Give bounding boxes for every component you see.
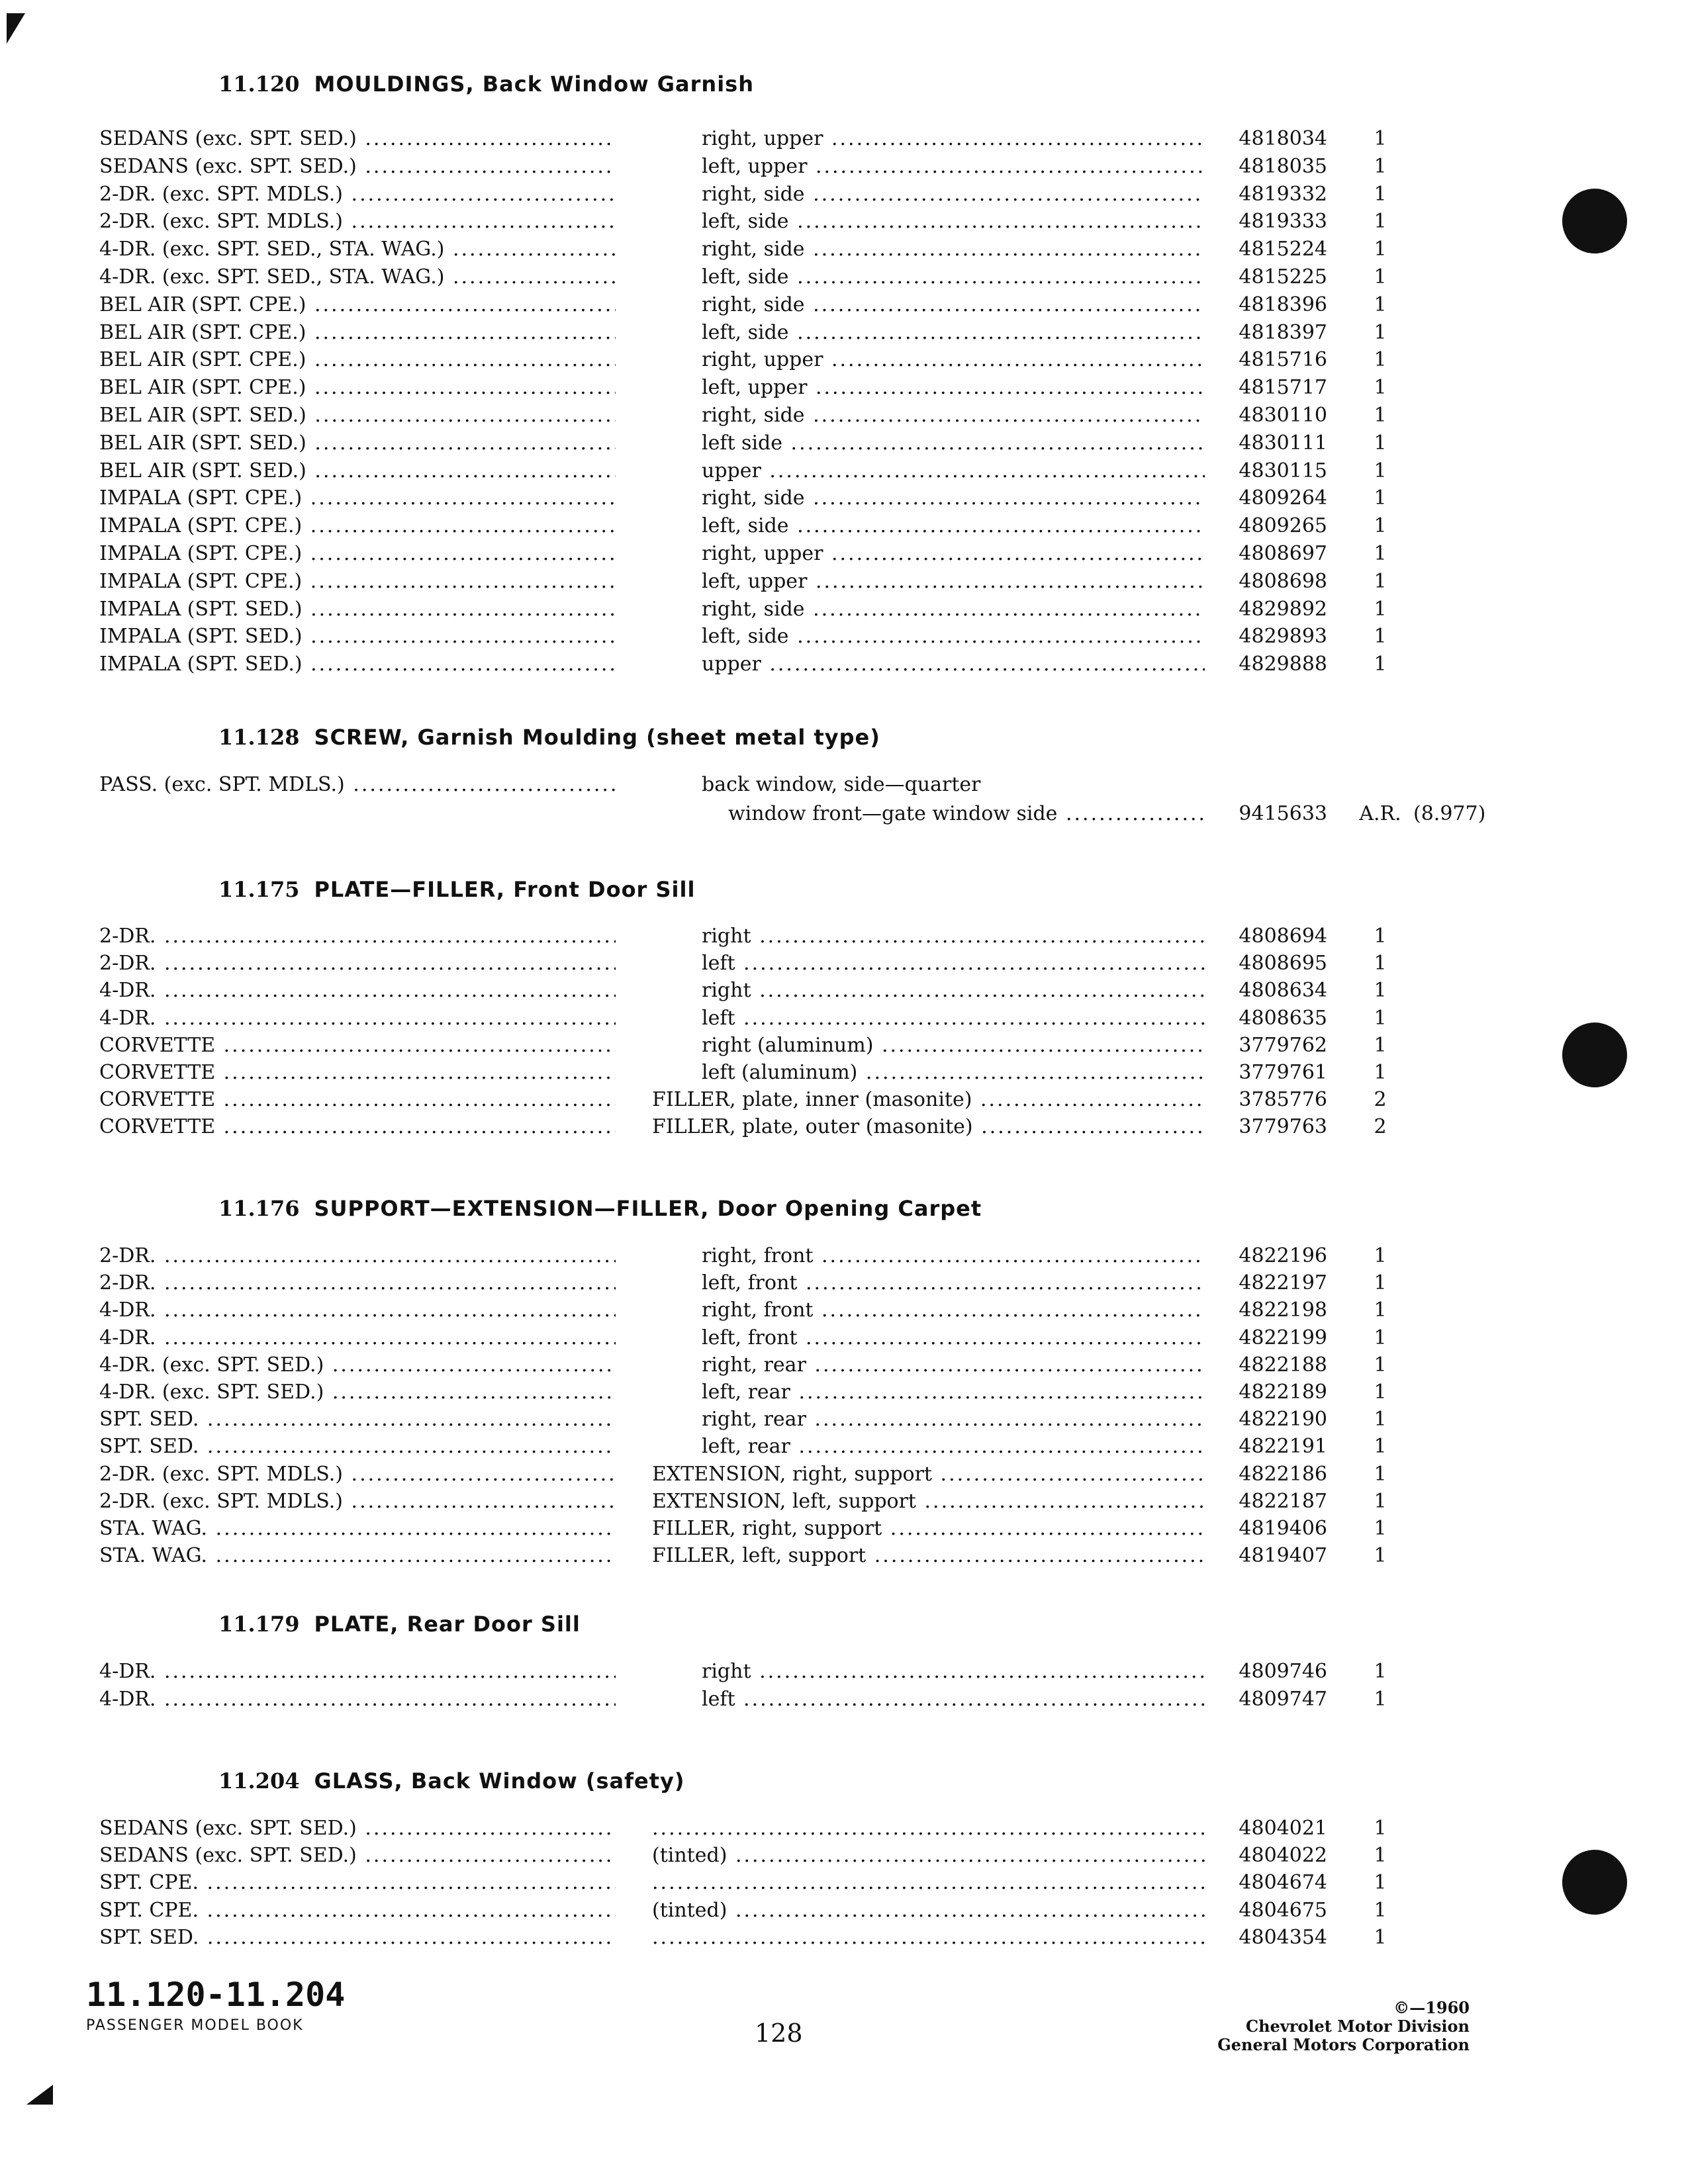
quantity: 1: [1374, 431, 1387, 455]
model-cell: BEL AIR (SPT. CPE.) .....: [99, 376, 616, 399]
parts-row: [0, 127, 1688, 155]
model-cell: IMPALA (SPT. CPE.) .....: [99, 542, 616, 565]
parts-row: [0, 1517, 1688, 1545]
model-cell: BEL AIR (SPT. SED.) .....: [99, 459, 616, 482]
quantity: 1: [1374, 1687, 1387, 1711]
description-cell: right, upper .....: [702, 348, 1205, 371]
parts-row: [0, 570, 1688, 598]
quantity: 1: [1374, 625, 1387, 649]
parts-row: [0, 293, 1688, 321]
quantity: 1: [1374, 486, 1387, 510]
description-cell: right, rear .....: [702, 1408, 1205, 1431]
quantity: 1: [1374, 1271, 1387, 1295]
description-cell: back window, side—quarter: [702, 773, 981, 796]
description-cell: right, side .....: [702, 404, 1205, 427]
parts-row: [0, 1435, 1688, 1463]
quantity: 1: [1374, 1660, 1387, 1683]
model-cell: 4-DR. (exc. SPT. SED.) .....: [99, 1353, 616, 1377]
quantity: 1: [1374, 1462, 1387, 1486]
description-cell: right, front .....: [702, 1244, 1205, 1267]
section-title: SUPPORT—EXTENSION—FILLER, Door Opening Carpet: [314, 1196, 982, 1221]
corner-mark-bottom: [26, 2085, 53, 2105]
part-number: 4829888: [1239, 653, 1327, 676]
parts-row: [0, 1088, 1688, 1116]
quantity: 1: [1374, 952, 1387, 976]
quantity: 1: [1374, 1244, 1387, 1267]
model-cell: IMPALA (SPT. CPE.) .....: [99, 514, 616, 537]
parts-row: [0, 514, 1688, 542]
description-cell: right, side .....: [702, 238, 1205, 261]
quantity: 1: [1374, 1061, 1387, 1084]
description-cell: FILLER, right, support .....: [652, 1517, 1205, 1540]
parts-row: [0, 1926, 1688, 1954]
quantity: 1: [1374, 514, 1387, 538]
description-cell: left, front .....: [702, 1326, 1205, 1349]
part-number: 4808698: [1239, 569, 1327, 593]
parts-row: [0, 925, 1688, 952]
model-cell: SEDANS (exc. SPT. SED.) .....: [99, 1844, 616, 1867]
description-cell: left, side .....: [702, 514, 1205, 537]
description-cell: left .....: [702, 1007, 1205, 1030]
corner-mark-top: [7, 13, 25, 44]
part-number: 4809264: [1239, 486, 1327, 510]
description-cell: left, rear .....: [702, 1435, 1205, 1458]
section-number: 11.175: [218, 877, 300, 902]
parts-row: [0, 486, 1688, 514]
section-heading: [218, 877, 695, 902]
quantity: 1: [1374, 348, 1387, 372]
parts-row: [0, 321, 1688, 349]
description-cell: right .....: [702, 925, 1205, 948]
part-number: 3779763: [1239, 1115, 1327, 1139]
section-number: 11.176: [218, 1196, 300, 1221]
quantity: 1: [1374, 597, 1387, 621]
cross-reference: (8.977): [1413, 802, 1486, 825]
description-cell: right (aluminum) .....: [702, 1034, 1205, 1057]
description-cell: right, side .....: [702, 598, 1205, 621]
parts-row: [0, 1490, 1688, 1518]
part-number: 4822187: [1239, 1489, 1327, 1513]
parts-row: [0, 1660, 1688, 1688]
part-number: 4808635: [1239, 1006, 1327, 1030]
parts-row: [0, 376, 1688, 404]
parts-row: [0, 542, 1688, 570]
section-title: SCREW, Garnish Moulding (sheet metal type): [314, 725, 880, 750]
model-cell: 2-DR. .....: [99, 925, 616, 948]
section-number: 11.179: [218, 1612, 300, 1637]
part-number: 4815716: [1239, 348, 1327, 372]
quantity: 1: [1374, 542, 1387, 565]
quantity: 1: [1374, 265, 1387, 289]
quantity: 1: [1374, 1898, 1387, 1922]
description-cell: right, rear .....: [702, 1353, 1205, 1377]
description-cell: right .....: [702, 1660, 1205, 1683]
parts-row: [0, 348, 1688, 376]
description-cell: FILLER, plate, inner (masonite) .....: [652, 1088, 1205, 1111]
parts-row: [0, 1353, 1688, 1381]
parts-row: [0, 598, 1688, 625]
quantity: 1: [1374, 979, 1387, 1003]
part-number: 4819332: [1239, 182, 1327, 206]
description-cell: right, side .....: [702, 293, 1205, 316]
part-number: 4822196: [1239, 1244, 1327, 1267]
description-cell: left .....: [702, 1688, 1205, 1711]
section-heading: [218, 71, 754, 97]
part-number: 4818034: [1239, 127, 1327, 150]
part-number: 4822186: [1239, 1462, 1327, 1486]
part-number: 4822198: [1239, 1298, 1327, 1322]
part-number: 3779762: [1239, 1033, 1327, 1057]
part-number: 4815717: [1239, 376, 1327, 400]
model-cell: IMPALA (SPT. SED.) .....: [99, 653, 616, 676]
section-number: 11.120: [218, 71, 300, 97]
page-number: 128: [755, 2019, 803, 2048]
model-cell: BEL AIR (SPT. CPE.) .....: [99, 293, 616, 316]
part-number: 4822189: [1239, 1381, 1327, 1404]
part-number: 4808634: [1239, 979, 1327, 1003]
model-cell: STA. WAG. .....: [99, 1517, 616, 1540]
part-number: 4808694: [1239, 925, 1327, 948]
description-cell: left, upper .....: [702, 155, 1205, 178]
quantity: 1: [1374, 1353, 1387, 1377]
part-number: 4822188: [1239, 1353, 1327, 1377]
parts-row: [0, 1115, 1688, 1143]
description-cell: [652, 1871, 1205, 1894]
quantity: 1: [1374, 1871, 1387, 1895]
part-number: 4804022: [1239, 1844, 1327, 1868]
description-cell: left, side .....: [702, 625, 1205, 648]
part-number: 4829892: [1239, 597, 1327, 621]
parts-row: [0, 1271, 1688, 1299]
parts-row: [0, 238, 1688, 265]
model-cell: 4-DR. .....: [99, 1688, 616, 1711]
parts-row: [0, 265, 1688, 293]
description-continuation: window front—gate window side .....: [728, 802, 1205, 825]
part-number: 4830110: [1239, 404, 1327, 427]
section-number: 11.204: [218, 1768, 300, 1794]
quantity: A.R.: [1359, 802, 1401, 825]
parts-row: [0, 1871, 1688, 1899]
model-cell: 2-DR. .....: [99, 952, 616, 975]
parts-row: [0, 773, 1688, 825]
quantity: 1: [1374, 1298, 1387, 1322]
model-cell: SPT. SED. .....: [99, 1926, 616, 1949]
section-heading: [218, 1768, 685, 1794]
quantity: 1: [1374, 1817, 1387, 1840]
parts-row: [0, 1899, 1688, 1927]
part-number: 4830111: [1239, 431, 1327, 455]
part-number: 4809265: [1239, 514, 1327, 538]
model-cell: 2-DR. .....: [99, 1271, 616, 1295]
model-cell: 4-DR. .....: [99, 1298, 616, 1322]
page-range: 11.120-11.204: [86, 1976, 346, 2014]
part-number: 9415633: [1239, 802, 1327, 825]
parts-row: [0, 183, 1688, 210]
model-cell: SPT. SED. .....: [99, 1408, 616, 1431]
description-cell: left, side .....: [702, 210, 1205, 233]
description-cell: left, side .....: [702, 321, 1205, 344]
quantity: 1: [1374, 182, 1387, 206]
model-cell: 4-DR. .....: [99, 979, 616, 1002]
quantity: 1: [1374, 1489, 1387, 1513]
quantity: 1: [1374, 1326, 1387, 1349]
part-number: 4822190: [1239, 1408, 1327, 1432]
quantity: 1: [1374, 210, 1387, 234]
part-number: 4829893: [1239, 625, 1327, 649]
parts-row: [0, 1244, 1688, 1272]
model-cell: 2-DR. (exc. SPT. MDLS.) .....: [99, 1490, 616, 1513]
section-title: MOULDINGS, Back Window Garnish: [314, 71, 754, 97]
model-cell: 2-DR. (exc. SPT. MDLS.) .....: [99, 183, 616, 206]
description-cell: right, front .....: [702, 1298, 1205, 1322]
parts-row: [0, 1544, 1688, 1572]
parts-row: [0, 1007, 1688, 1034]
description-cell: left, front .....: [702, 1271, 1205, 1295]
company-corporation: General Motors Corporation: [1217, 2035, 1470, 2054]
section-title: GLASS, Back Window (safety): [314, 1768, 685, 1794]
part-number: 4818397: [1239, 320, 1327, 344]
model-cell: BEL AIR (SPT. SED.) .....: [99, 432, 616, 455]
description-cell: upper .....: [702, 653, 1205, 676]
part-number: 4804021: [1239, 1817, 1327, 1840]
model-cell: 4-DR. (exc. SPT. SED.) .....: [99, 1381, 616, 1404]
parts-row: [0, 653, 1688, 680]
description-cell: upper .....: [702, 459, 1205, 482]
section-number: 11.128: [218, 725, 300, 750]
description-cell: (tinted) .....: [652, 1844, 1205, 1867]
quantity: 1: [1374, 1517, 1387, 1540]
quantity: 1: [1374, 1435, 1387, 1459]
quantity: 1: [1374, 1844, 1387, 1868]
part-number: 4818396: [1239, 293, 1327, 316]
parts-row: [0, 155, 1688, 183]
section-heading: [218, 1612, 581, 1637]
parts-row: [0, 1688, 1688, 1715]
description-cell: left .....: [702, 952, 1205, 975]
part-number: 4804354: [1239, 1925, 1327, 1949]
quantity: 1: [1374, 1408, 1387, 1432]
description-cell: (tinted) .....: [652, 1899, 1205, 1922]
description-cell: right, upper .....: [702, 542, 1205, 565]
quantity: 2: [1374, 1088, 1387, 1112]
model-cell: BEL AIR (SPT. SED.) .....: [99, 404, 616, 427]
description-cell: right, side .....: [702, 486, 1205, 510]
quantity: 1: [1374, 569, 1387, 593]
parts-row: [0, 1381, 1688, 1408]
description-cell: left, side .....: [702, 265, 1205, 289]
part-number: 3779761: [1239, 1061, 1327, 1084]
parts-row: [0, 1844, 1688, 1872]
model-cell: 4-DR. (exc. SPT. SED., STA. WAG.) .....: [99, 265, 616, 289]
model-cell: SPT. CPE. .....: [99, 1899, 616, 1922]
parts-row: [0, 979, 1688, 1007]
model-cell: 4-DR. .....: [99, 1007, 616, 1030]
model-cell: BEL AIR (SPT. CPE.) .....: [99, 348, 616, 371]
parts-row: [0, 404, 1688, 432]
quantity: 1: [1374, 238, 1387, 261]
model-cell: IMPALA (SPT. CPE.) .....: [99, 570, 616, 593]
part-number: 4819406: [1239, 1517, 1327, 1540]
section-title: PLATE, Rear Door Sill: [314, 1612, 581, 1637]
description-cell: left, upper .....: [702, 376, 1205, 399]
parts-row: [0, 1817, 1688, 1844]
part-number: 4809747: [1239, 1687, 1327, 1711]
quantity: 1: [1374, 320, 1387, 344]
quantity: 1: [1374, 376, 1387, 400]
description-cell: right, side .....: [702, 183, 1205, 206]
description-cell: [652, 1926, 1205, 1949]
quantity: 1: [1374, 459, 1387, 482]
part-number: 4819407: [1239, 1544, 1327, 1568]
model-cell: CORVETTE .....: [99, 1088, 616, 1111]
section-heading: [218, 725, 880, 750]
parts-row: [0, 1061, 1688, 1089]
model-cell: SPT. CPE. .....: [99, 1871, 616, 1894]
part-number: 4809746: [1239, 1660, 1327, 1683]
copyright-year: ©—1960: [1393, 1998, 1470, 2017]
copyright-block: [1125, 1999, 1470, 2054]
parts-row: [0, 1298, 1688, 1326]
quantity: 1: [1374, 127, 1387, 150]
model-cell: SPT. SED. .....: [99, 1435, 616, 1458]
quantity: 1: [1374, 293, 1387, 316]
part-number: 4819333: [1239, 210, 1327, 234]
part-number: 4822191: [1239, 1435, 1327, 1459]
part-number: 4830115: [1239, 459, 1327, 482]
model-cell: IMPALA (SPT. SED.) .....: [99, 625, 616, 648]
description-cell: left, rear .....: [702, 1381, 1205, 1404]
model-cell: BEL AIR (SPT. CPE.) .....: [99, 321, 616, 344]
parts-row: [0, 952, 1688, 979]
section-title: PLATE—FILLER, Front Door Sill: [314, 877, 696, 902]
parts-row: [0, 432, 1688, 459]
company-division: Chevrolet Motor Division: [1246, 2017, 1470, 2036]
model-cell: 4-DR. (exc. SPT. SED., STA. WAG.) .....: [99, 238, 616, 261]
part-number: 4808695: [1239, 952, 1327, 976]
quantity: 1: [1374, 1006, 1387, 1030]
description-cell: right .....: [702, 979, 1205, 1002]
model-cell: 2-DR. (exc. SPT. MDLS.) .....: [99, 210, 616, 233]
model-cell: SEDANS (exc. SPT. SED.) .....: [99, 1817, 616, 1840]
quantity: 1: [1374, 404, 1387, 427]
part-number: 4822199: [1239, 1326, 1327, 1349]
parts-row: [0, 625, 1688, 653]
model-cell: CORVETTE .....: [99, 1034, 616, 1057]
description-cell: FILLER, left, support .....: [652, 1544, 1205, 1567]
quantity: 1: [1374, 653, 1387, 676]
description-cell: [652, 1817, 1205, 1840]
model-cell: IMPALA (SPT. CPE.) .....: [99, 486, 616, 510]
part-number: 4804675: [1239, 1898, 1327, 1922]
part-number: 4822197: [1239, 1271, 1327, 1295]
parts-row: [0, 459, 1688, 487]
description-cell: EXTENSION, right, support .....: [652, 1463, 1205, 1486]
part-number: 4818035: [1239, 154, 1327, 178]
description-cell: right, upper .....: [702, 127, 1205, 150]
model-cell: SEDANS (exc. SPT. SED.) .....: [99, 155, 616, 178]
quantity: 1: [1374, 1925, 1387, 1949]
part-number: 4808697: [1239, 542, 1327, 565]
quantity: 1: [1374, 1544, 1387, 1568]
parts-row: [0, 1463, 1688, 1490]
model-cell: 4-DR. .....: [99, 1326, 616, 1349]
quantity: 1: [1374, 1381, 1387, 1404]
parts-row: [0, 1408, 1688, 1435]
model-cell: CORVETTE .....: [99, 1115, 616, 1138]
part-number: 4804674: [1239, 1871, 1327, 1895]
model-cell: PASS. (exc. SPT. MDLS.) .....: [99, 773, 616, 796]
part-number: 4815224: [1239, 238, 1327, 261]
book-title: PASSENGER MODEL BOOK: [86, 2017, 304, 2034]
model-cell: STA. WAG. .....: [99, 1544, 616, 1567]
quantity: 1: [1374, 154, 1387, 178]
model-cell: 2-DR. .....: [99, 1244, 616, 1267]
quantity: 2: [1374, 1115, 1387, 1139]
model-cell: CORVETTE .....: [99, 1061, 616, 1084]
model-cell: SEDANS (exc. SPT. SED.) .....: [99, 127, 616, 150]
parts-row: [0, 210, 1688, 238]
description-cell: left (aluminum) .....: [702, 1061, 1205, 1084]
description-cell: FILLER, plate, outer (masonite) .....: [652, 1115, 1205, 1138]
parts-row: [0, 1034, 1688, 1062]
parts-row: [0, 1326, 1688, 1354]
description-cell: left side .....: [702, 432, 1205, 455]
part-number: 3785776: [1239, 1088, 1327, 1112]
section-heading: [218, 1196, 982, 1221]
part-number: 4815225: [1239, 265, 1327, 289]
description-cell: left, upper .....: [702, 570, 1205, 593]
quantity: 1: [1374, 925, 1387, 948]
quantity: 1: [1374, 1033, 1387, 1057]
model-cell: 2-DR. (exc. SPT. MDLS.) .....: [99, 1463, 616, 1486]
model-cell: IMPALA (SPT. SED.) .....: [99, 598, 616, 621]
model-cell: 4-DR. .....: [99, 1660, 616, 1683]
description-cell: EXTENSION, left, support .....: [652, 1490, 1205, 1513]
